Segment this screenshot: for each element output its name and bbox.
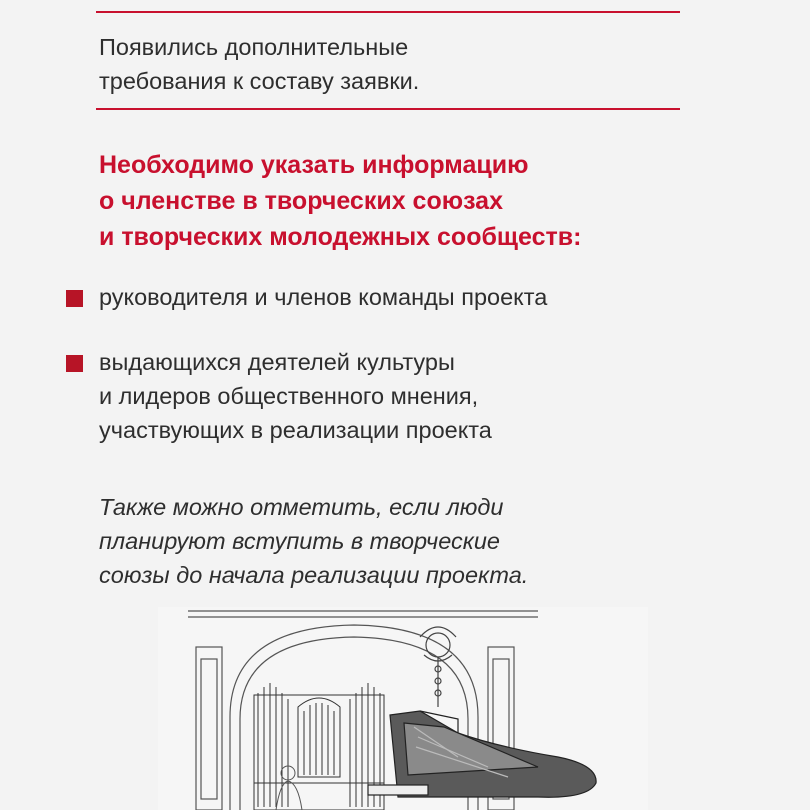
square-bullet-icon <box>66 355 83 372</box>
middle-divider <box>96 108 680 110</box>
square-bullet-icon <box>66 290 83 307</box>
bullet-line: и лидеров общественного мнения, <box>99 383 479 409</box>
note-line: союзы до начала реализации проекта. <box>99 562 529 588</box>
bullet-line: участвующих в реализации проекта <box>99 417 492 443</box>
concert-hall-illustration <box>158 607 648 810</box>
intro-line: требования к составу заявки. <box>99 68 420 94</box>
note-line: планируют вступить в творческие <box>99 528 501 554</box>
intro-text <box>99 30 699 98</box>
headline <box>99 147 739 255</box>
headline-line: и творческих молодежных сообществ: <box>99 223 582 251</box>
top-divider <box>96 11 680 13</box>
intro-line: Появились дополнительные <box>99 34 409 60</box>
bullet-line: руководителя и членов команды проекта <box>99 284 548 310</box>
italic-note <box>99 490 739 592</box>
headline-line: Необходимо указать информацию <box>99 151 529 179</box>
headline-line: о членстве в творческих союзах <box>99 187 503 215</box>
bullet-line: выдающихся деятелей культуры <box>99 349 455 375</box>
note-line: Также можно отметить, если люди <box>99 494 504 520</box>
